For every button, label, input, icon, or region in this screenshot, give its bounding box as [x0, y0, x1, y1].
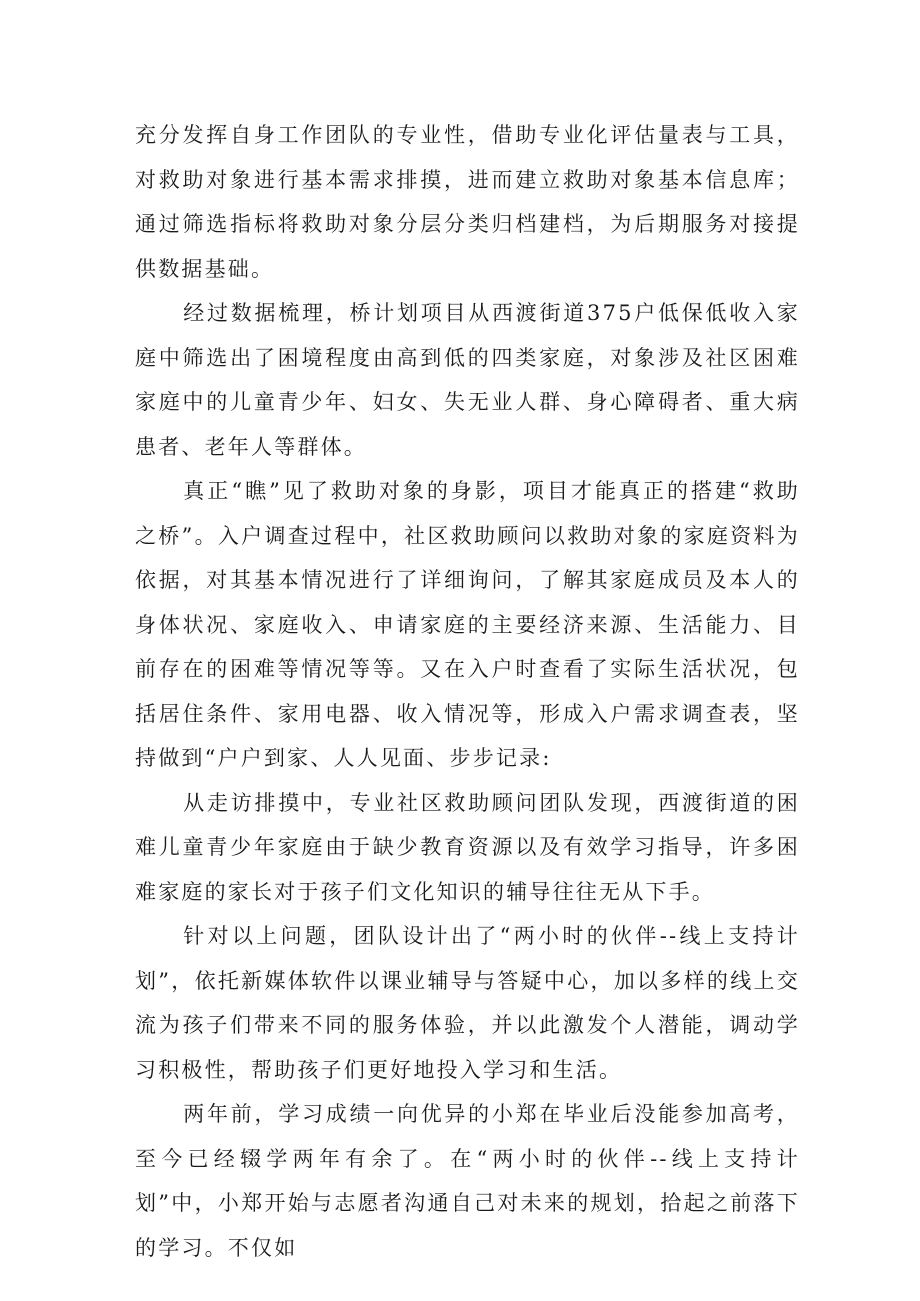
paragraph: 真正“瞧”见了救助对象的身影，项目才能真正的搭建“救助之桥”。入户调查过程中，社区救助顾问以救助对象的家庭资料为依据，对其基本情况进行了详细询问，了解其家庭成员及本人的身体状况、家庭收入、申请家庭的主要经济来源、生活能力、目前存在的困难等情况等等。又在入户时查看了实际生活状况，包括居住条件、家用电器、收入情况等，形成入户需求调查表，坚持做到“户户到家、人人见面、步步记录: [135, 479, 800, 770]
document-body [135, 113, 800, 1270]
paragraph: 充分发挥自身工作团队的专业性，借助专业化评估量表与工具，对救助对象进行基本需求排摸，进而建立救助对象基本信息库；通过筛选指标将救助对象分层分类归档建档，为后期服务对接提供数据基础。 [135, 123, 800, 281]
paragraph: 经过数据梳理，桥计划项目从西渡街道375户低保低收入家庭中筛选出了困境程度由高到低的四类家庭，对象涉及社区困难家庭中的儿童青少年、妇女、失无业人群、身心障碍者、重大病患者、老年人等群体。 [135, 301, 800, 459]
paragraph: 针对以上问题，团队设计出了“两小时的伙伴--线上支持计划”，依托新媒体软件以课业辅导与答疑中心，加以多样的线上交流为孩子们带来不同的服务体验，并以此激发个人潜能，调动学习积极性，帮助孩子们更好地投入学习和生活。 [135, 924, 800, 1082]
paragraph: 两年前，学习成绩一向优异的小郑在毕业后没能参加高考，至今已经辍学两年有余了。在“两小时的伙伴--线上支持计划”中，小郑开始与志愿者沟通自己对未来的规划，拾起之前落下的学习。不仅如 [135, 1102, 800, 1260]
paragraph: 从走访排摸中，专业社区救助顾问团队发现，西渡街道的困难儿童青少年家庭由于缺少教育资源以及有效学习指导，许多困难家庭的家长对于孩子们文化知识的辅导往往无从下手。 [135, 790, 800, 904]
